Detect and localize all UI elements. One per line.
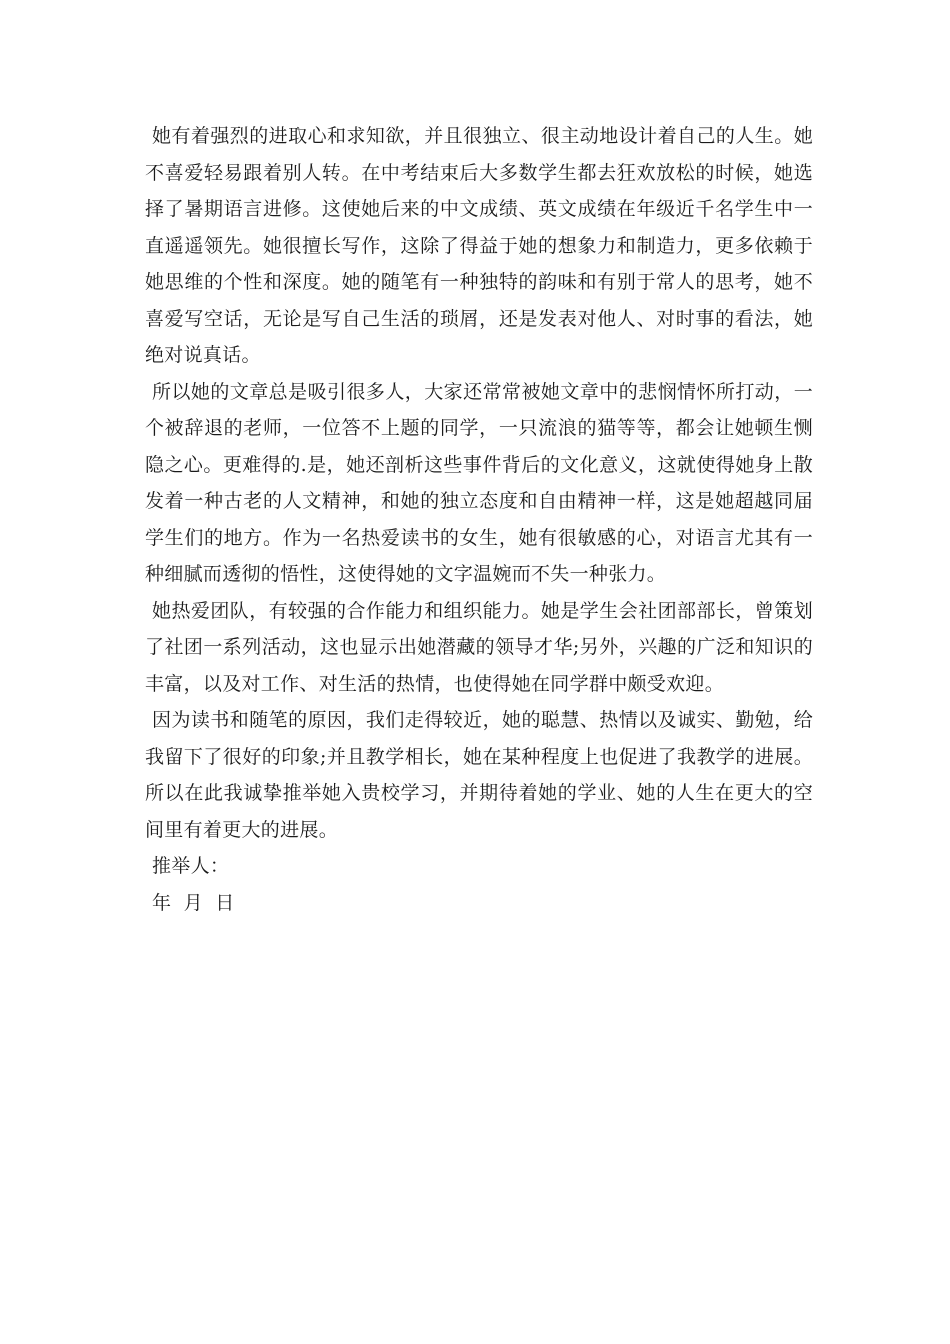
letter-body xyxy=(145,118,813,921)
paragraph-1: 她有着强烈的进取心和求知欲，并且很独立、很主动地设计着自己的人生。她不喜爱轻易跟着别人转。在中考结束后大多数学生都去狂欢放松的时候，她选择了暑期语言进修。这使她后来的中文成绩、英文成绩在年级近千名学生中一直遥遥领先。她很擅长写作，这除了得益于她的想象力和制造力，更多依赖于她思维的个性和深度。她的随笔有一种独特的韵味和有别于常人的思考，她不喜爱写空话，无论是写自己生活的琐屑，还是发表对他人、对时事的看法，她绝对说真话。 xyxy=(145,125,813,366)
recommender-label: 推举人： xyxy=(152,855,230,877)
paragraph-3: 她热爱团队，有较强的合作能力和组织能力。她是学生会社团部部长，曾策划了社团一系列活动，这也显示出她潜藏的领导才华;另外，兴趣的广泛和知识的丰富，以及对工作、对生活的热情，也使得她在同学群中颇受欢迎。 xyxy=(145,599,813,695)
date-line: 年 月 日 xyxy=(152,891,235,914)
paragraph-4: 因为读书和随笔的原因，我们走得较近，她的聪慧、热情以及诚实、勤勉，给我留下了很好的印象;并且教学相长，她在某种程度上也促进了我教学的进展。所以在此我诚挚推举她入贵校学习，并期待着她的学业、她的人生在更大的空间里有着更大的进展。 xyxy=(145,709,813,841)
paragraph-2: 所以她的文章总是吸引很多人，大家还常常被她文章中的悲悯情怀所打动，一个被辞退的老师，一位答不上题的同学，一只流浪的猫等等，都会让她顿生恻隐之心。更难得的.是，她还剖析这些事件背后的文化意义，这就使得她身上散发着一种古老的人文精神，和她的独立态度和自由精神一样，这是她超越同届学生们的地方。作为一名热爱读书的女生，她有很敏感的心，对语言尤其有一种细腻而透彻的悟性，这使得她的文字温婉而不失一种张力。 xyxy=(145,380,813,585)
